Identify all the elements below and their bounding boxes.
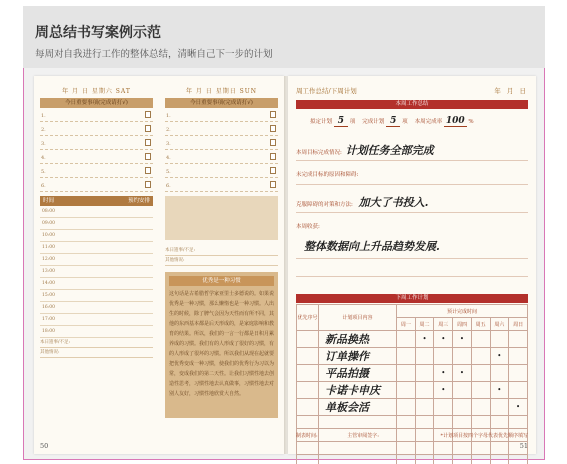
done-count-label: 完成计划 xyxy=(362,119,385,125)
plan-day-cell xyxy=(453,416,472,429)
plan-day-cell xyxy=(415,455,434,464)
plan-item-cell xyxy=(319,442,397,455)
percent-sign: % xyxy=(468,119,474,125)
todo-item xyxy=(40,178,153,192)
remarks: 其他情况: xyxy=(165,256,278,266)
todo-item xyxy=(165,136,278,150)
todo-number: 1. xyxy=(41,113,46,119)
plan-day-cell xyxy=(490,416,509,429)
weekday-header: 周日 xyxy=(509,318,528,331)
todo-header: 今日重要事项(完成请打√) xyxy=(40,98,153,108)
plan-item-cell: 订单操作 xyxy=(319,348,397,365)
plan-day-cell xyxy=(434,442,453,455)
plan-day-cell xyxy=(509,382,528,399)
plan-item-cell xyxy=(319,455,397,464)
schedule-list xyxy=(40,206,153,338)
goal-row xyxy=(296,142,434,158)
todo-number: 5. xyxy=(166,169,171,175)
todo-checkbox[interactable] xyxy=(270,181,276,188)
weekday-header: 周四 xyxy=(453,318,472,331)
schedule-row: 09:00 xyxy=(40,218,153,230)
schedule-row: 11:00 xyxy=(40,242,153,254)
todo-checkbox[interactable] xyxy=(270,139,276,146)
todo-item xyxy=(40,150,153,164)
todo-number: 2. xyxy=(41,127,46,133)
footer-supervisor: 主管审阅签字: xyxy=(347,433,379,439)
todo-number: 3. xyxy=(166,141,171,147)
plan-day-cell xyxy=(415,399,434,416)
schedule-row: 18:00 xyxy=(40,326,153,338)
plan-day-cell: • xyxy=(509,399,528,416)
weekday-header: 周三 xyxy=(434,318,453,331)
todo-item xyxy=(165,150,278,164)
gain-label: 本周收获: xyxy=(296,224,320,230)
weekday-header: 周二 xyxy=(415,318,434,331)
priority-header: 优先序号 xyxy=(297,305,319,331)
essay-box xyxy=(165,272,278,418)
plan-day-cell xyxy=(453,455,472,464)
priority-cell xyxy=(297,399,319,416)
plan-day-cell xyxy=(397,399,416,416)
plan-row xyxy=(297,442,528,455)
remarks: 其他情况: xyxy=(40,348,153,358)
plan-row xyxy=(297,382,528,399)
plan-day-cell xyxy=(397,382,416,399)
plan-item-cell: 平品拍摄 xyxy=(319,365,397,382)
todo-number: 5. xyxy=(41,169,46,175)
saturday-date: 年 月 日 星期六 SAT xyxy=(62,88,131,95)
plan-row xyxy=(297,348,528,365)
plan-day-cell xyxy=(490,442,509,455)
todo-item xyxy=(40,122,153,136)
plan-day-cell: • xyxy=(434,382,453,399)
priority-cell xyxy=(297,416,319,429)
plan-day-cell xyxy=(434,399,453,416)
todo-checkbox[interactable] xyxy=(270,125,276,132)
plan-day-cell: • xyxy=(490,382,509,399)
todo-checkbox[interactable] xyxy=(145,125,151,132)
schedule-row: 12:00 xyxy=(40,254,153,266)
next-week-plan-bar: 下周工作计划 xyxy=(296,294,528,303)
page-subtitle: 每周对自我进行工作的整体总结，清晰自己下一步的计划 xyxy=(35,49,273,60)
plan-day-cell xyxy=(471,348,490,365)
right-footer xyxy=(296,428,528,440)
plan-day-cell xyxy=(471,442,490,455)
plan-day-cell: • xyxy=(434,331,453,348)
header xyxy=(23,6,545,68)
divider xyxy=(296,258,528,259)
priority-cell xyxy=(297,331,319,348)
plan-row xyxy=(297,399,528,416)
event-label: 预约安排 xyxy=(127,198,150,204)
todo-number: 2. xyxy=(166,127,171,133)
todo-item xyxy=(165,108,278,122)
todo-item xyxy=(40,108,153,122)
plan-day-cell xyxy=(453,382,472,399)
plan-day-cell xyxy=(397,348,416,365)
schedule-row: 17:00 xyxy=(40,314,153,326)
schedule-row: 13:00 xyxy=(40,266,153,278)
divider xyxy=(296,212,528,213)
todo-list xyxy=(165,108,278,192)
plan-row xyxy=(297,455,528,464)
done-count: 5 xyxy=(386,116,400,127)
plan-day-cell xyxy=(471,399,490,416)
todo-item xyxy=(165,178,278,192)
plan-count-label: 拟定计划 xyxy=(310,119,333,125)
todo-header: 今日重要事项(完成请打√) xyxy=(165,98,278,108)
plan-day-cell xyxy=(397,416,416,429)
plan-item-cell: 单板会活 xyxy=(319,399,397,416)
weekly-summary-bar: 本周工作总结 xyxy=(296,100,528,109)
schedule-row: 15:00 xyxy=(40,290,153,302)
page-number-left: 50 xyxy=(40,442,49,450)
todo-number: 6. xyxy=(166,183,171,189)
goal-text: 计划任务全部完成 xyxy=(345,144,434,157)
days-header: 预计完成时间 xyxy=(397,305,528,318)
example-frame xyxy=(23,68,545,460)
plan-day-cell xyxy=(415,365,434,382)
plan-day-cell xyxy=(471,365,490,382)
today-record: 本日遗事/不足: xyxy=(40,338,153,348)
plan-day-cell xyxy=(397,442,416,455)
todo-checkbox[interactable] xyxy=(270,167,276,174)
todo-number: 1. xyxy=(166,113,171,119)
solution-label: 克服障碍的对策和方法: xyxy=(296,202,353,208)
today-record: 本日遗事/不足: xyxy=(165,246,278,256)
next-week-plan-table xyxy=(296,304,528,464)
plan-day-cell xyxy=(434,348,453,365)
plan-day-cell xyxy=(397,331,416,348)
plan-item-cell: 卡诺卡申庆 xyxy=(319,382,397,399)
schedule-header xyxy=(40,196,153,206)
plan-row xyxy=(297,365,528,382)
priority-cell xyxy=(297,348,319,365)
divider xyxy=(296,184,528,185)
todo-checkbox[interactable] xyxy=(145,181,151,188)
essay-title: 优秀是一种习惯 xyxy=(169,276,274,286)
weekday-header: 周六 xyxy=(490,318,509,331)
time-label: 时间 xyxy=(43,198,55,204)
todo-checkbox[interactable] xyxy=(145,111,151,118)
plan-day-cell xyxy=(453,442,472,455)
divider xyxy=(296,276,528,277)
plan-day-cell xyxy=(490,455,509,464)
priority-cell xyxy=(297,365,319,382)
plan-day-cell xyxy=(490,399,509,416)
priority-cell xyxy=(297,442,319,455)
plan-day-cell xyxy=(509,416,528,429)
footer-note: *计划项目按四个字母代表优先顺序填写 xyxy=(440,433,528,439)
todo-item xyxy=(40,164,153,178)
plan-day-cell xyxy=(471,331,490,348)
planner-left-page xyxy=(34,76,284,454)
weekday-header: 周一 xyxy=(397,318,416,331)
plan-row xyxy=(297,331,528,348)
todo-checkbox[interactable] xyxy=(270,153,276,160)
saturday-column xyxy=(40,86,153,358)
summary-heading: 周工作总结/下周计划 xyxy=(296,87,357,95)
gain-text: 整体数据向上升品趋势发展. xyxy=(304,240,440,253)
goal-label: 本周目标完成情况: xyxy=(296,150,342,156)
todo-checkbox[interactable] xyxy=(145,153,151,160)
summary-date: 年 月 日 xyxy=(494,87,528,95)
plan-day-cell xyxy=(397,455,416,464)
todo-item xyxy=(165,122,278,136)
todo-list xyxy=(40,108,153,192)
sunday-date: 年 月 日 星期日 SUN xyxy=(185,88,258,95)
plan-rows xyxy=(297,331,528,464)
plan-day-cell xyxy=(434,455,453,464)
notes-box xyxy=(165,196,278,240)
item-header: 计划项目内容 xyxy=(319,305,397,331)
page-number-right: 51 xyxy=(519,442,528,450)
rate-label: 本周完成率 xyxy=(414,119,443,125)
plan-day-cell xyxy=(490,365,509,382)
plan-day-cell xyxy=(397,365,416,382)
schedule-row: 14:00 xyxy=(40,278,153,290)
undone-label: 未完成目标的原因和障碍: xyxy=(296,172,359,178)
plan-day-cell xyxy=(415,382,434,399)
plan-item-cell xyxy=(319,416,397,429)
todo-checkbox[interactable] xyxy=(270,111,276,118)
completion-rate: 100 xyxy=(445,116,465,126)
plan-day-cell xyxy=(509,331,528,348)
todo-number: 3. xyxy=(41,141,46,147)
priority-cell xyxy=(297,455,319,464)
todo-number: 4. xyxy=(41,155,46,161)
todo-number: 6. xyxy=(41,183,46,189)
todo-item xyxy=(165,164,278,178)
plan-day-cell xyxy=(490,331,509,348)
unit-label: 项 xyxy=(402,119,408,125)
plan-day-cell xyxy=(434,416,453,429)
todo-checkbox[interactable] xyxy=(145,139,151,146)
todo-number: 4. xyxy=(166,155,171,161)
plan-day-cell xyxy=(471,382,490,399)
plan-day-cell xyxy=(509,348,528,365)
plan-day-cell xyxy=(453,348,472,365)
unit-label: 项 xyxy=(349,119,356,125)
plan-stats xyxy=(310,116,474,126)
todo-checkbox[interactable] xyxy=(145,167,151,174)
schedule-row: 10:00 xyxy=(40,230,153,242)
right-page-header xyxy=(296,86,528,98)
planner-right-page xyxy=(288,76,536,454)
plan-item-cell: 新品换热 xyxy=(319,331,397,348)
divider xyxy=(296,160,528,161)
plan-day-cell xyxy=(415,442,434,455)
plan-day-cell xyxy=(509,455,528,464)
sunday-column xyxy=(165,86,278,418)
plan-day-cell: • xyxy=(490,348,509,365)
plan-day-cell xyxy=(509,365,528,382)
weekday-header: 周五 xyxy=(471,318,490,331)
essay-text: 这句话是古希腊哲学家亚里士多德说的。如果说优秀是一种习惯，那么懒惰也是一种习惯。人出生的时候，除了脾气会因为天性而有所不同，其他的东西基本都是后天形成的，是家庭影响和教育的结果。所以，我们的一言一行都是日积月累养成的习惯。我们有的人形成了很好的习惯，有的人形成了很坏的习惯。所以我们从现在起就要把优秀变成一种习惯，使我们的优秀行为习以为常，变成我们的第二天性。让我们习惯性地去创造性思考，习惯性地去认真做事，习惯性地去对别人友好，习惯性地欣赏大自然。 xyxy=(169,291,275,397)
plan-day-cell: • xyxy=(415,331,434,348)
plan-day-cell xyxy=(453,399,472,416)
schedule-row: 08:00 xyxy=(40,206,153,218)
plan-day-cell: • xyxy=(453,365,472,382)
footer-time: 制表时间: xyxy=(296,433,318,439)
solution-row xyxy=(296,194,428,210)
priority-cell xyxy=(297,382,319,399)
plan-day-cell xyxy=(471,416,490,429)
plan-row xyxy=(297,416,528,429)
plan-count: 5 xyxy=(334,116,348,127)
plan-day-cell: • xyxy=(434,365,453,382)
page-title: 周总结书写案例示范 xyxy=(35,25,161,41)
plan-day-cell xyxy=(471,455,490,464)
solution-text: 加大了书投入. xyxy=(358,196,429,209)
schedule-row: 16:00 xyxy=(40,302,153,314)
plan-day-cell: • xyxy=(453,331,472,348)
plan-day-cell xyxy=(415,416,434,429)
plan-day-cell xyxy=(415,348,434,365)
todo-item xyxy=(40,136,153,150)
